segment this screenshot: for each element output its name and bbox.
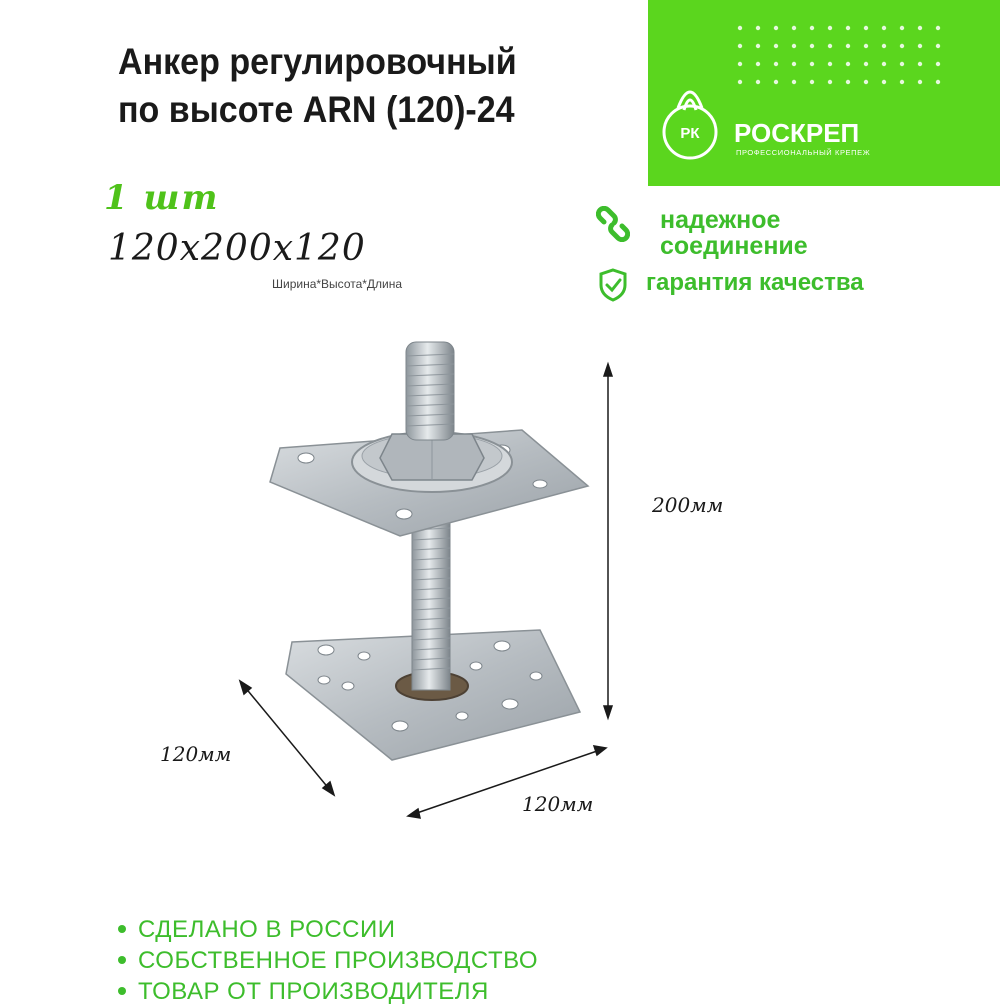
benefit-item: СОБСТВЕННОЕ ПРОИЗВОДСТВО (118, 945, 538, 976)
benefit-item: СДЕЛАНО В РОССИИ (118, 914, 538, 945)
bullet-dot-icon (118, 987, 126, 995)
brand-tagline: ПРОФЕССИОНАЛЬНЫЙ КРЕПЕЖ (736, 148, 871, 157)
product-title-line-2: по высоте ARN (120)-24 (118, 89, 515, 130)
height-measurement: 200мм (652, 493, 724, 517)
dimensions-value: 120х200х120 (108, 228, 366, 269)
depth-arrow-line (244, 686, 330, 790)
height-arrow-head-bottom (604, 706, 612, 718)
feature-reliable-line-2: соединение (660, 232, 808, 260)
bullet-dot-icon (118, 925, 126, 933)
depth-measurement: 120мм (160, 742, 232, 766)
brand-name: РОСКРЕП (734, 118, 860, 148)
width-arrow-head-right (594, 746, 606, 755)
product-title-line-1: Анкер регулировочный (118, 41, 517, 82)
benefit-item: ТОВАР ОТ ПРОИЗВОДИТЕЛЯ (118, 976, 538, 1007)
dimensions-caption: Ширина*Высота*Длина (272, 277, 403, 291)
feature-quality-guarantee: гарантия качества (646, 269, 864, 296)
height-arrow-head-top (604, 364, 612, 376)
width-arrow-head-left (408, 809, 420, 818)
width-measurement: 120мм (522, 792, 594, 816)
bullet-dot-icon (118, 956, 126, 964)
benefits-list (118, 914, 538, 1007)
quantity-label: 1 шт (104, 178, 220, 218)
brand-initials: РК (680, 125, 700, 142)
feature-reliable-line-1: надежное (660, 206, 781, 234)
